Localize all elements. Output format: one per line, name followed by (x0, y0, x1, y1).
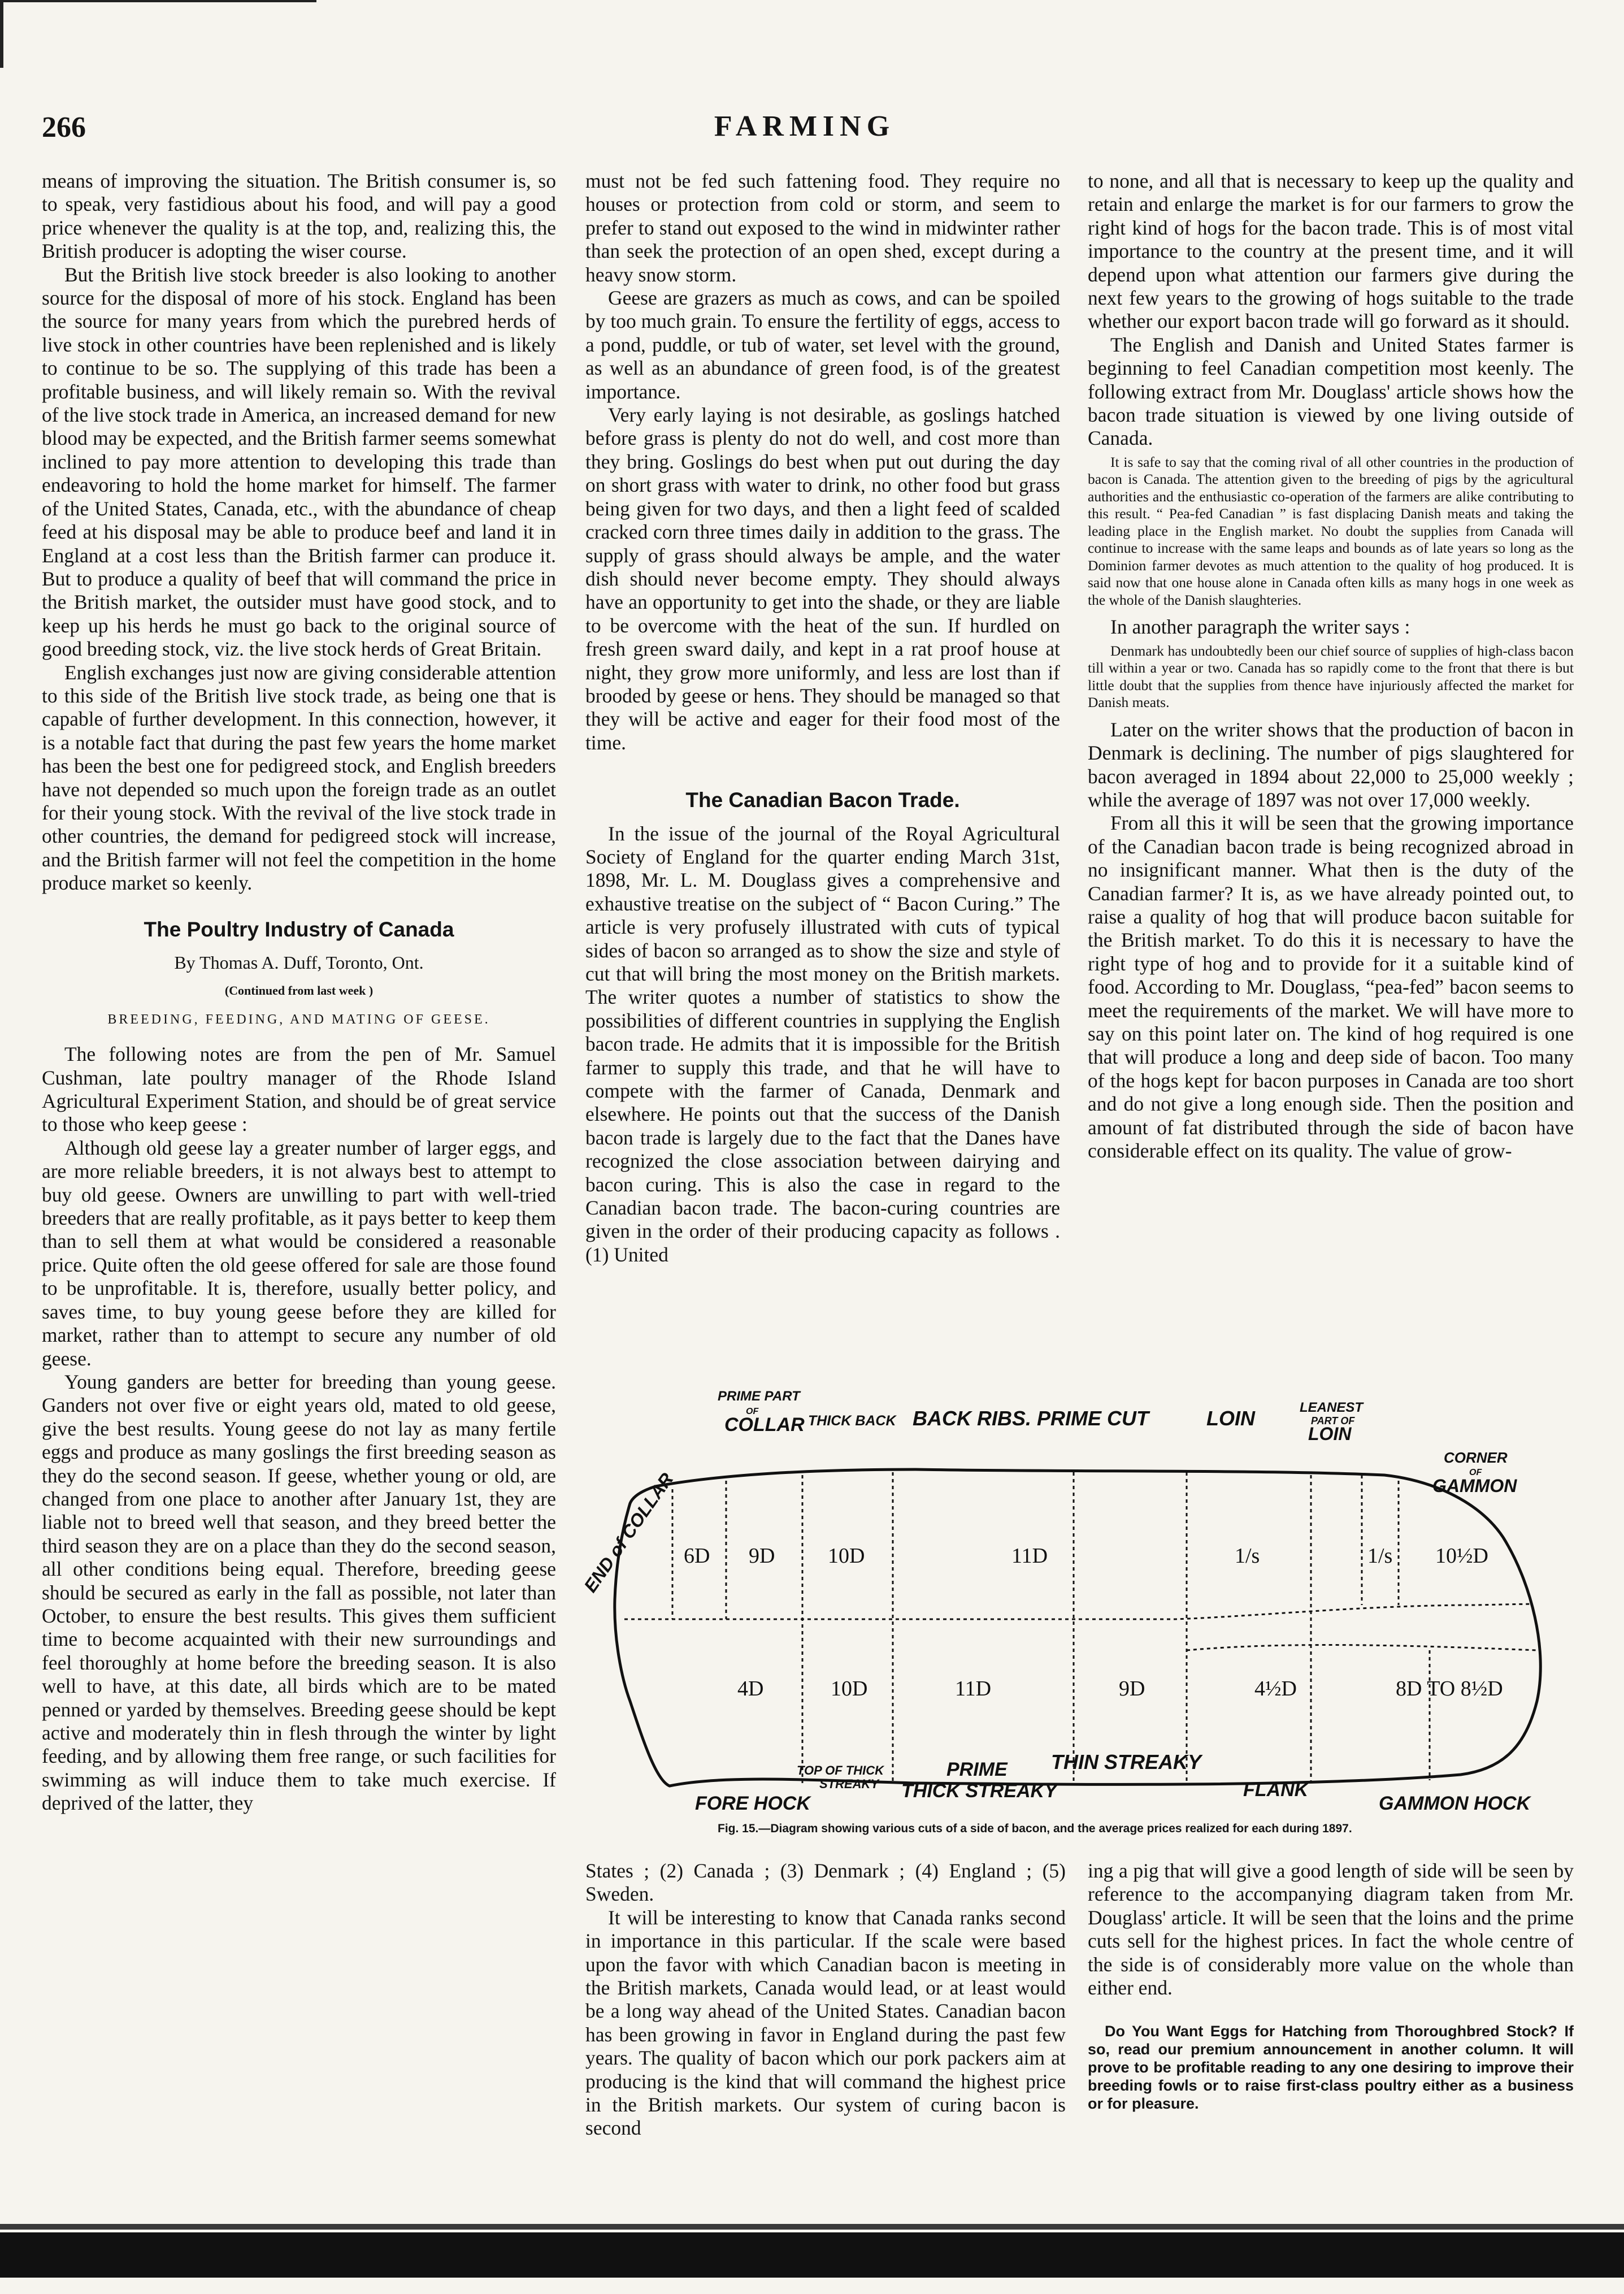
price-top: 11D (1011, 1544, 1048, 1568)
paragraph: to none, and all that is necessary to keep up the quality and retain and enlarge the market is for our farmers to grow the right kind of hogs for the bacon trade. This is of most vital importance to the country at the present time, and it will depend upon what attention our farmers give during the next few years to the growing of hogs suitable to the trade whether our export bacon trade will go forward as it should. (1088, 170, 1574, 333)
label-thick-back: THICK BACK (808, 1413, 896, 1429)
byline: By Thomas A. Duff, Toronto, Ont. (174, 952, 424, 973)
label-end-of-collar: END of COLLAR (580, 1469, 678, 1597)
label-part-of: PART OF (1311, 1415, 1355, 1426)
bacon-side-outline (615, 1469, 1540, 1786)
label-gammon-hock: GAMMON HOCK (1379, 1793, 1531, 1814)
label-fore-hock: FORE HOCK (695, 1793, 810, 1814)
price-top: 10D (828, 1544, 865, 1568)
label-flank: FLANK (1243, 1779, 1309, 1801)
column-3-continued (1088, 1859, 1574, 2113)
paragraph: must not be fed such fattening food. They require no houses or protection from cold or storm, and seem to prefer to stand out exposed to the wind in midwinter rather than seek the protection of an open shed, except during a heavy snow storm. (585, 170, 1060, 286)
price-bottom: 10D (831, 1677, 868, 1701)
figure-caption: Fig. 15.—Diagram showing various cuts of a side of bacon, and the average prices realized for each during 1897. (718, 1822, 1352, 1835)
page-frame-left (0, 0, 3, 68)
paragraph: Young ganders are better for breeding than young geese. Ganders not over five or eight years old, mated to old geese, give the best results. Young geese do not lay as many fertile eggs and produce as many goslings the first breeding season as they do the second season. If geese, whether young or old, are changed from one place to another after January 1st, they are liable not to breed well that season, and they breed better the third season they are on a place than they do the second season, all other conditions being equal. Therefore, breeding geese should be secured as early in the fall as possible, not later than October, to ensure the best results. This gives them sufficient time to become acquainted with their new surroundings and feel thoroughly at home before the breeding season. It is also well to have, at this date, all birds which are to be mated penned or yarded by themselves. Breeding geese should be kept active and moderately thin in flesh through the winter by light feeding, and by allowing them free range, or such facilities for swimming as will induce them to take much exercise. If deprived of the latter, they (42, 1370, 556, 1815)
label-prime: PRIME (946, 1759, 1008, 1780)
price-top: 1/s (1235, 1544, 1260, 1568)
paragraph: It will be interesting to know that Canada ranks second in importance in this particular. If the scale were based upon the favor with which Canadian bacon is meeting in the British markets, Canada would lead, or at least would be a long way ahead of the United States. Canadian bacon has been growing in favor in England during the past few years. The quality of bacon which our pork packers aim at producing is the kind that will command the highest price in the British markets. Our system of curing bacon is second (585, 1906, 1066, 2140)
label-thick-streaky: THICK STREAKY (901, 1780, 1057, 1802)
price-top: 1/s (1367, 1544, 1393, 1568)
paragraph: means of improving the situation. The British consumer is, so to speak, very fastidious about his food, and will pay a good price whenever the quality is at the top, and, realizing this, the British producer is adopting the wiser course. (42, 170, 556, 263)
advertisement-notice: Do You Want Eggs for Hatching from Thoroughbred Stock? If so, read our premium announcement in another column. It will prove to be profitable reading to any one desiring to improve their breeding fowls or to raise first-class poultry either as a business or for pleasure. (1088, 2023, 1574, 2113)
paragraph: From all this it will be seen that the growing importance of the Canadian bacon trade is being recognized abroad in no insignificant manner. What then is the duty of the Canadian farmer? It is, as we have already pointed out, to raise a quality of hog that will produce bacon suitable for the British market. To do this it is necessary to have the right type of hog and to provide for it a suitable kind of food. According to Mr. Douglass, “pea-fed” bacon seems to meet the requirements of the market. We will have more to say on this point later on. The kind of hog required is one that will produce a long and deep side of bacon. Too many of the hogs kept for bacon purposes in Canada are too short and do not give a long enough side. Then the position and amount of fat distributed through the side of bacon have considerable effect on its quality. The value of grow- (1088, 812, 1574, 1163)
paragraph: Although old geese lay a greater number of larger eggs, and are more reliable breeders, it is not always best to attempt to buy old geese. Owners are unwilling to part with well-tried breeders that are really profitable, as it pays better to keep them than to sell them at what would be considered a reasonable price. Quite often the old geese offered for sale are those found to be unprofitable. It is, therefore, usually better policy, and saves time, to buy young geese before they are killed for market, rather than to attempt to secure any number of old geese. (42, 1136, 556, 1370)
column-2 (585, 170, 1060, 1267)
bottom-edge-band (0, 2232, 1624, 2278)
price-top: 6D (684, 1544, 710, 1568)
label-loin-2: LOIN (1308, 1424, 1352, 1444)
paragraph: The English and Danish and United States farmer is beginning to feel Canadian competition most keenly. The following extract from Mr. Douglass' article shows how the bacon trade situation is viewed by one living outside of Canada. (1088, 333, 1574, 450)
cut-line-horizontal (624, 1604, 1531, 1619)
subheading: BREEDING, FEEDING, AND MATING OF GEESE. (107, 1012, 490, 1027)
paragraph: States ; (2) Canada ; (3) Denmark ; (4) England ; (5) Sweden. (585, 1859, 1066, 1906)
label-loin: LOIN (1206, 1407, 1255, 1430)
paragraph: Very early laying is not desirable, as goslings hatched before grass is plenty do not do well, and cost more than they bring. Goslings do best when put out during the day on short grass with water to drink, no other food but grass being given for two days, and then a light feed of scalded cracked corn three times daily in addition to the grass. The supply of grass should always be ample, and the water dish should never become empty. They should always have an opportunity to get into the shade, or they are liable to be overcome with the heat of the sun. If hurdled on fresh green sward daily, and kept in a rat proof house at night, they grow more uniformly, and less are lost than if brooded by geese or hens. They should be managed so that they will be active and eager for their food most of the time. (585, 404, 1060, 754)
paragraph: The following notes are from the pen of Mr. Samuel Cushman, late poultry manager of the Rhode Island Agricultural Experiment Station, and should be of great service to those who keep geese : (42, 1043, 556, 1136)
label-leanest: LEANEST (1300, 1400, 1364, 1415)
bottom-edge-shade (0, 2224, 1624, 2230)
page-frame-top (0, 0, 316, 2)
paragraph: ing a pig that will give a good length of side will be seen by reference to the accompanying diagram taken from Mr. Douglass' article. It will be seen that the loins and the prime cuts sell for the highest prices. In fact the whole centre of the side is of considerably more value on the whole than either end. (1088, 1859, 1574, 2000)
running-head-title: FARMING (714, 110, 896, 142)
label-corner-of: OF (1469, 1468, 1482, 1477)
price-bottom: 4D (737, 1677, 764, 1701)
block-quote: It is safe to say that the coming rival of all other countries in the production of bacon is Canada. The attention given to the breeding of pigs by the agricultural authorities and the enthusiastic co-operation of the farmers are alike contributing to this result. “ Pea-fed Canadian ” is fast displacing Danish meats and taking the leading place in the English market. No doubt the supplies from Canada will continue to increase with the same leaps and bounds as of late years so long as the Dominion farmer devotes as much attention to the quality of hog produced. It is said now that one house alone in Canada often kills as many hogs in one week as the whole of the Danish slaughteries. (1088, 453, 1574, 608)
paragraph: Geese are grazers as much as cows, and can be spoiled by too much grain. To ensure the fertility of eggs, access to a pond, puddle, or tub of water, set level with the ground, as well as an abundance of green food, is of the greatest importance. (585, 287, 1060, 403)
cut-line-lower (1187, 1645, 1537, 1650)
paragraph: In another paragraph the writer says : (1110, 615, 1410, 639)
column-1 (42, 170, 556, 1815)
price-top: 10½D (1435, 1544, 1488, 1568)
label-streaky: STREAKY (819, 1777, 879, 1791)
bacon-side-drawing (576, 1385, 1579, 1820)
paragraph: But the British live stock breeder is also looking to another source for the disposal of more of his stock. England has been the source for many years from which the purebred herds of live stock in other countries have been replenished and is likely to continue to be so. The supplying of this trade has been a profitable business, and will likely remain so. With the revival of the live stock trade in America, an increased demand for new blood may be expected, and the British farmer seems somewhat inclined to pay more attention to developing this trade than endeavoring to hold the home market for himself. The farmer of the United States, Canada, etc., with the abundance of cheap feed at his disposal may be able to produce beef and land it in England at a cost less than the British farmer can produce it. But to produce a quality of beef that will command the price in the British market, the outsider must have good stock, and to keep up his herds he must go back to the original source of good breeding stock, viz. the live stock herds of Great Britain. (42, 263, 556, 661)
label-prime-part: PRIME PART (718, 1389, 800, 1404)
page-header (42, 107, 1567, 153)
column-3 (1088, 170, 1574, 1163)
label-of: OF (746, 1407, 759, 1416)
label-back-ribs: BACK RIBS. PRIME CUT (913, 1407, 1149, 1430)
section-title-poultry: The Poultry Industry of Canada (144, 917, 454, 941)
price-top: 9D (749, 1544, 775, 1568)
label-corner: CORNER (1444, 1449, 1508, 1466)
price-bottom: 11D (955, 1677, 992, 1701)
label-collar: COLLAR (724, 1414, 805, 1436)
paragraph: English exchanges just now are giving considerable attention to this side of the British live stock trade, as being one that is capable of further development. In this connection, however, it is a notable fact that during the past few years the home market has been the best one for pedigreed stock, and English breeders have not depended so much upon the foreign trade as an outlet for their young stock. With the revival of the live stock trade in other countries, the demand for pedigreed stock will increase, and the British farmer will not feel the competition in the home produce market so keenly. (42, 661, 556, 895)
price-bottom: 4½D (1254, 1677, 1297, 1701)
paragraph: Later on the writer shows that the production of bacon in Denmark is declining. The number of pigs slaughtered for bacon averaged in 1894 about 22,000 to 25,000 weekly ; while the average of 1897 was not over 17,000 weekly. (1088, 718, 1574, 811)
label-top-of-thick: TOP OF THICK (797, 1763, 884, 1777)
block-quote: Denmark has undoubtedly been our chief source of supplies of high-class bacon till within a year or two. Canada has so rapidly come to the front that there is but little doubt that the supplies from thence have injuriously affected the market for Danish meats. (1088, 642, 1574, 711)
price-bottom: 8D TO 8½D (1396, 1677, 1503, 1701)
label-gammon: GAMMON (1432, 1476, 1517, 1496)
label-thin-streaky: THIN STREAKY (1051, 1750, 1202, 1773)
paragraph: In the issue of the journal of the Royal Agricultural Society of England for the quarter ending March 31st, 1898, Mr. L. M. Douglass gives a comprehensive and exhaustive treatise on the subject of “ Bacon Curing.” The article is very profusely illustrated with cuts of typical sides of bacon so arranged as to show the size and style of cut that will bring the most money on the British markets. The writer quotes a number of statistics to show the possibilities of different countries in supplying the English bacon trade. He admits that it is impossible for the British farmer to supply this trade, and that he will have to compete with the farmer of Canada, Denmark and elsewhere. He points out that the success of the Danish bacon trade is largely due to the fact that the Danes have recognized the close association between dairying and bacon curing. This is also the case in regard to the Canadian bacon trade. The bacon-curing countries are given in the order of their producing capacity as follows . (1) United (585, 822, 1060, 1266)
section-title-bacon: The Canadian Bacon Trade. (685, 788, 960, 812)
page-number: 266 (42, 111, 86, 144)
bacon-cuts-diagram (576, 1385, 1579, 1842)
price-bottom: 9D (1119, 1677, 1145, 1701)
column-2-continued (585, 1859, 1066, 2140)
continued-note: (Continued from last week ) (224, 983, 374, 998)
